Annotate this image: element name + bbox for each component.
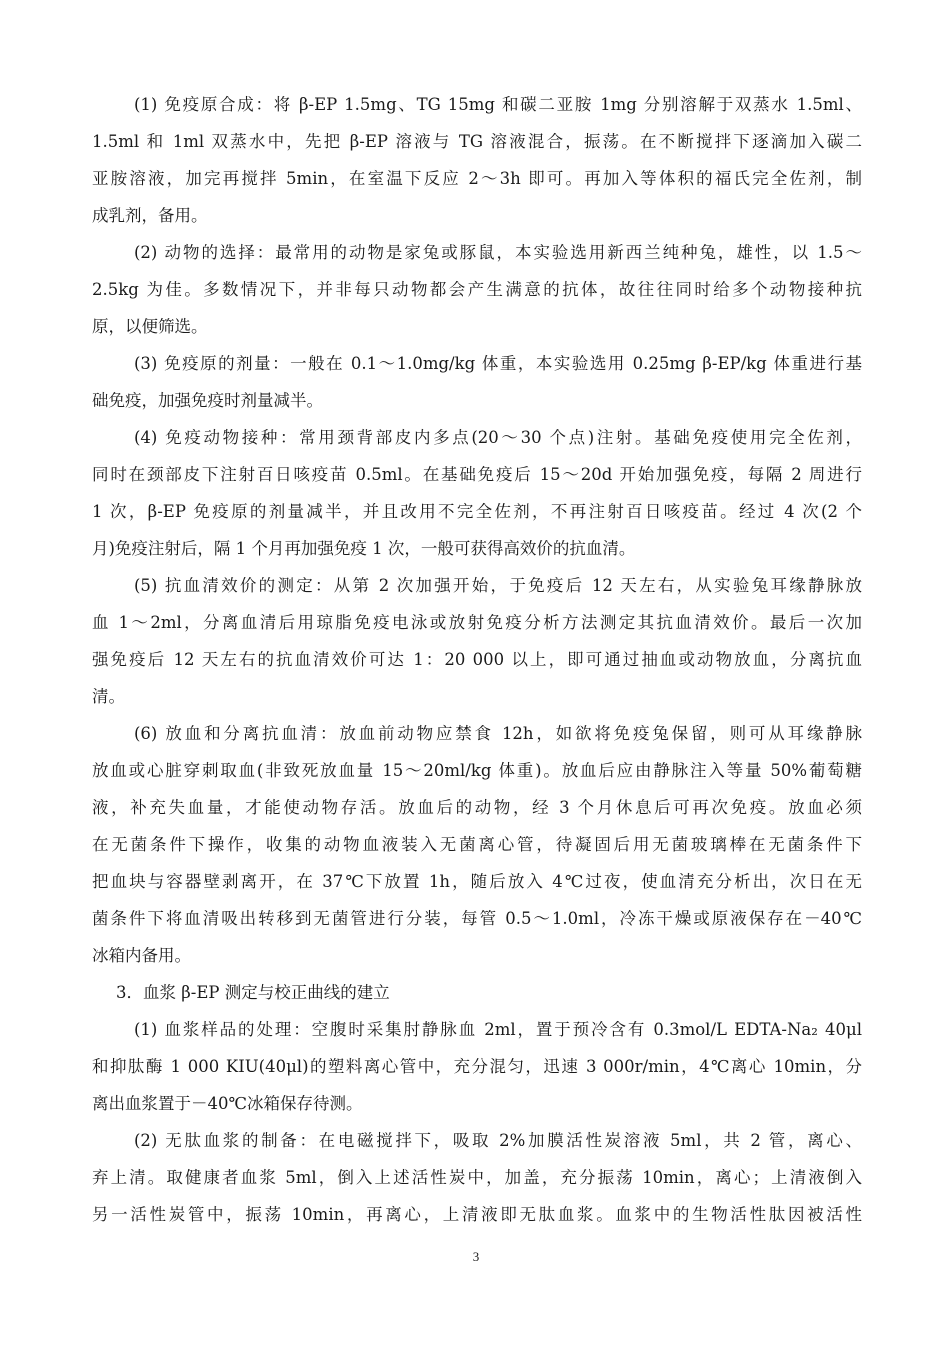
paragraph-line: 液，补充失血量，才能使动物存活。放血后的动物，经 3 个月休息后可再次免疫。放血必须 [92, 798, 862, 817]
paragraph-line: 月)免疫注射后，隔 1 个月再加强免疫 1 次，一般可获得高效价的抗血清。 [92, 539, 636, 558]
paragraph-line: 血 1～2ml，分离血清后用琼脂免疫电泳或放射免疫分析方法测定其抗血清效价。最后一次加 [92, 613, 862, 632]
page-number: 3 [472, 1249, 480, 1264]
paragraph-line: 亚胺溶液，加完再搅拌 5min，在室温下反应 2～3h 即可。再加入等体积的福氏完全佐剂，制 [92, 169, 862, 188]
paragraph-line: 础免疫，加强免疫时剂量减半。 [92, 391, 323, 410]
paragraph-line: 另一活性炭管中，振荡 10min，再离心，上清液即无肽血浆。血浆中的生物活性肽因被活性 [92, 1205, 862, 1224]
paragraph-line: 和抑肽酶 1 000 KIU(40μl)的塑料离心管中，充分混匀，迅速 3 000r/min，4℃离心 10min，分 [92, 1057, 862, 1076]
paragraph-line: (1) 血浆样品的处理：空腹时采集肘静脉血 2ml，置于预冷含有 0.3mol/L EDTA-Na₂ 40μl [134, 1020, 862, 1039]
paragraph-line: 2.5kg 为佳。多数情况下，并非每只动物都会产生满意的抗体，故往往同时给多个动物接种抗 [92, 280, 862, 299]
paragraph-line: 冰箱内备用。 [92, 946, 191, 965]
paragraph-line: (1) 免疫原合成：将 β-EP 1.5mg、TG 15mg 和碳二亚胺 1mg 分别溶解于双蒸水 1.5ml、 [134, 95, 862, 114]
paragraph-line: 原，以便筛选。 [92, 317, 208, 336]
paragraph-line: (4) 免疫动物接种：常用颈背部皮内多点(20～30 个点)注射。基础免疫使用完全佐剂， [134, 428, 862, 447]
paragraph-line: (3) 免疫原的剂量：一般在 0.1～1.0mg/kg 体重，本实验选用 0.25mg β-EP/kg 体重进行基 [134, 354, 862, 373]
paragraph-line: (2) 动物的选择：最常用的动物是家兔或豚鼠，本实验选用新西兰纯种兔，雄性，以 1.5～ [134, 243, 862, 262]
paragraph-line: 菌条件下将血清吸出转移到无菌管进行分装，每管 0.5～1.0ml，冷冻干燥或原液保存在－40℃ [92, 909, 862, 928]
paragraph-line: 把血块与容器壁剥离开，在 37℃下放置 1h，随后放入 4℃过夜，使血清充分析出，次日在无 [92, 872, 862, 891]
paragraph-line: 1.5ml 和 1ml 双蒸水中，先把 β-EP 溶液与 TG 溶液混合，振荡。在不断搅拌下逐滴加入碳二 [92, 132, 862, 151]
paragraph-line: 同时在颈部皮下注射百日咳疫苗 0.5ml。在基础免疫后 15～20d 开始加强免疫，每隔 2 周进行 [92, 465, 862, 484]
section-heading: 3．血浆 β-EP 测定与校正曲线的建立 [116, 983, 390, 1002]
paragraph-line: 清。 [92, 687, 125, 706]
paragraph-line: 离出血浆置于－40℃冰箱保存待测。 [92, 1094, 363, 1113]
paragraph-line: 在无菌条件下操作，收集的动物血液装入无菌离心管，待凝固后用无菌玻璃棒在无菌条件下 [92, 835, 862, 854]
paragraph-line: 成乳剂，备用。 [92, 206, 208, 225]
paragraph-line: 1 次，β-EP 免疫原的剂量减半，并且改用不完全佐剂，不再注射百日咳疫苗。经过 4 次(2 个 [92, 502, 862, 521]
paragraph-line: 弃上清。取健康者血浆 5ml，倒入上述活性炭中，加盖，充分振荡 10min，离心；上清液倒入 [92, 1168, 862, 1187]
paragraph-line: 放血或心脏穿刺取血(非致死放血量 15～20ml/kg 体重)。放血后应由静脉注入等量 50%葡萄糖 [92, 761, 862, 780]
paragraph-line: 强免疫后 12 天左右的抗血清效价可达 1：20 000 以上，即可通过抽血或动物放血，分离抗血 [92, 650, 862, 669]
paragraph-line: (5) 抗血清效价的测定：从第 2 次加强开始，于免疫后 12 天左右，从实验兔耳缘静脉放 [134, 576, 862, 595]
paragraph-line: (2) 无肽血浆的制备：在电磁搅拌下，吸取 2%加膜活性炭溶液 5ml，共 2 管，离心、 [134, 1131, 862, 1150]
document-body [92, 86, 862, 1233]
paragraph-line: (6) 放血和分离抗血清：放血前动物应禁食 12h，如欲将免疫兔保留，则可从耳缘静脉 [134, 724, 862, 743]
